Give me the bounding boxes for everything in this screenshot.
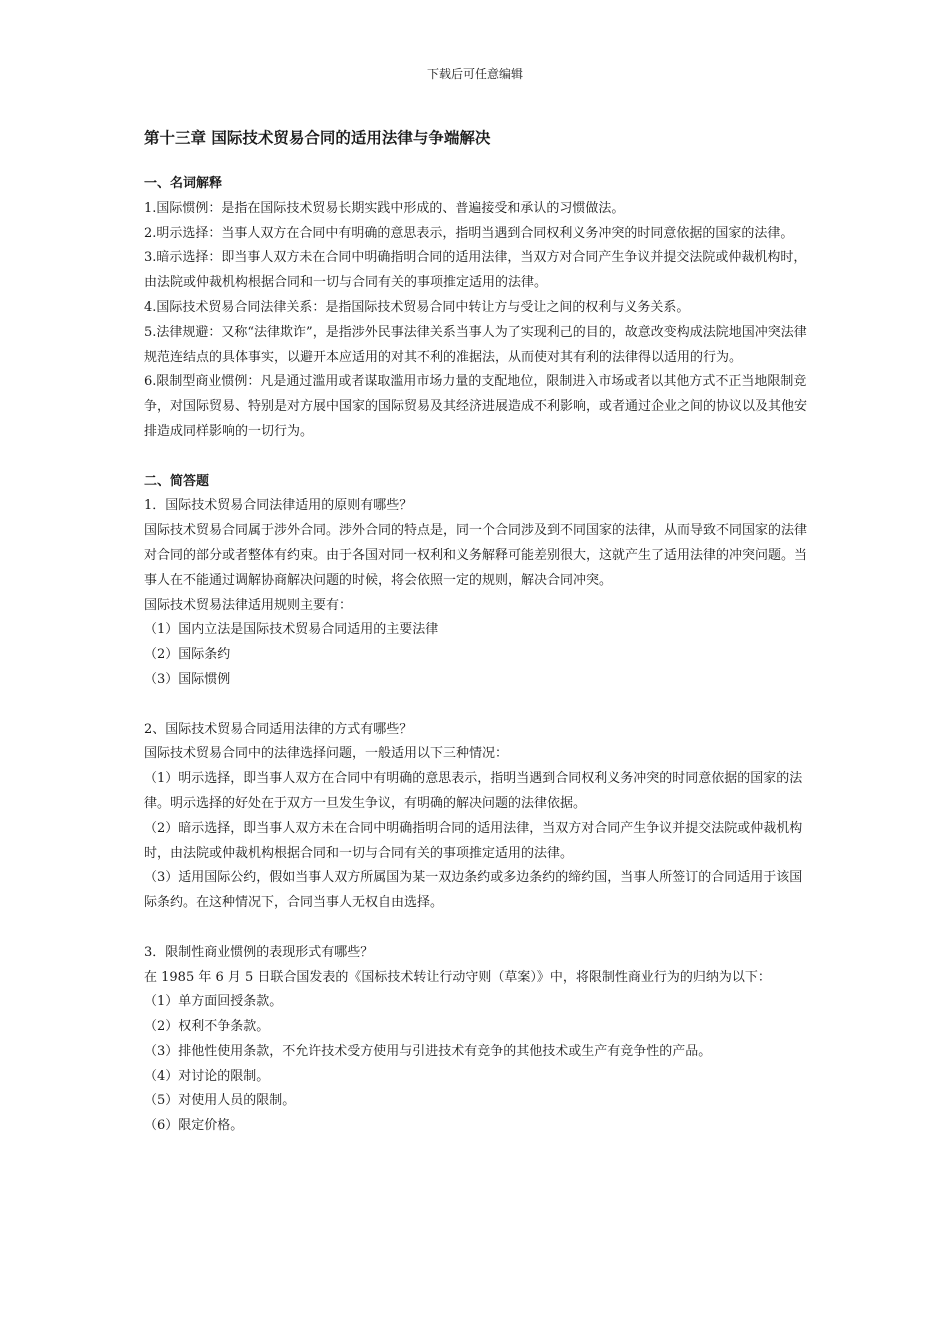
question-1: 1．国际技术贸易合同法律适用的原则有哪些？ — [144, 498, 413, 514]
answer-paragraph: 国际技术贸易合同属于涉外合同。涉外合同的特点是，同一个合同涉及到不同国家的法律，从而导致不同国家的法律对合同的部分或者整体有约束。由于各国对同一权利和义务解释可能差别很大，这就产生了适用法律的冲突问题。当事人在不能通过调解协商解决问题的时候，将会依照一定的规则，解决合同冲突。 — [144, 523, 808, 588]
document-title: 第十三章 国际技术贸易合同的适用法律与争端解决 — [144, 129, 491, 147]
list-item: （2）国际条约 — [144, 647, 231, 663]
list-item: （4）对讨论的限制。 — [144, 1068, 270, 1084]
list-item: （6）限定价格。 — [144, 1118, 244, 1134]
term-item: 4.国际技术贸易合同法律关系：是指国际技术贸易合同中转让方与受让之间的权利与义务关系。 — [144, 299, 690, 315]
list-item: （3）国际惯例 — [144, 671, 231, 687]
question-3: 3．限制性商业惯例的表现形式有哪些？ — [144, 944, 374, 960]
term-item: 2.明示选择：当事人双方在合同中有明确的意思表示，指明当遇到合同权利义务冲突的时同意依据的国家的法律。 — [144, 225, 794, 241]
term-item: 5.法律规避：又称“法律欺诈”，是指涉外民事法律关系当事人为了实现利己的目的，故意改变构成法院地国冲突法律规范连结点的具体事实，以避开本应适用的对其不利的准据法，从而使对其有利的法律得以适用的行为。 — [144, 324, 807, 365]
document-body — [144, 126, 808, 1139]
spacer — [144, 693, 808, 718]
section-heading-short-answer: 二、简答题 — [144, 473, 210, 489]
list-item: （1）单方面回授条款。 — [144, 994, 283, 1010]
list-item: （2）权利不争条款。 — [144, 1019, 270, 1035]
list-item: （5）对使用人员的限制。 — [144, 1093, 296, 1109]
list-item: （1）国内立法是国际技术贸易合同适用的主要法律 — [144, 622, 439, 638]
page-header: 下载后可任意编辑 — [426, 67, 523, 81]
answer-intro: 国际技术贸易合同中的法律选择问题，一般适用以下三种情况： — [144, 746, 509, 762]
answer-intro: 国际技术贸易法律适用规则主要有： — [144, 597, 353, 613]
spacer — [144, 916, 808, 941]
list-item: （1）明示选择，即当事人双方在合同中有明确的意思表示，指明当遇到合同权利义务冲突的时同意依据的国家的法律。明示选择的好处在于双方一旦发生争议，有明确的解决问题的法律依据。 — [144, 771, 803, 811]
list-item: （2）暗示选择，即当事人双方未在合同中明确指明合同的适用法律，当双方对合同产生争议并提交法院或仲裁机构时，由法院或仲裁机构根据合同和一切与合同有关的事项推定适用的法律。 — [144, 820, 803, 861]
question-2: 2、国际技术贸易合同适用法律的方式有哪些？ — [144, 721, 413, 737]
list-item: （3）排他性使用条款，不允许技术受方使用与引进技术有竞争的其他技术或生产有竞争性的产品。 — [144, 1043, 712, 1059]
section-heading-terms: 一、名词解释 — [144, 176, 223, 191]
term-item: 3.暗示选择：即当事人双方未在合同中明确指明合同的适用法律，当双方对合同产生争议并提交法院或仲裁机构时，由法院或仲裁机构根据合同和一切与合同有关的事项推定适用的法律。 — [144, 250, 807, 291]
answer-intro: 在 1985 年 6 月 5 日联合国发表的《国标技术转让行动守则（草案）》中，将限制性商业行为的归纳为以下： — [144, 969, 771, 985]
list-item: （3）适用国际公约，假如当事人双方所属国为某一双边条约或多边条约的缔约国，当事人所签订的合同适用于该国际条约。在这种情况下，合同当事人无权自由选择。 — [144, 870, 803, 911]
term-item: 6.限制型商业惯例：凡是通过滥用或者谋取滥用市场力量的支配地位，限制进入市场或者以其他方式不正当地限制竞争，对国际贸易、特别是对方展中国家的国际贸易及其经济进展造成不利影响，或者通过企业之间的协议以及其他安排造成同样影响的一切行为。 — [144, 374, 808, 439]
term-item: 1.国际惯例：是指在国际技术贸易长期实践中形成的、普遍接受和承认的习惯做法。 — [144, 200, 625, 216]
spacer — [144, 445, 808, 470]
